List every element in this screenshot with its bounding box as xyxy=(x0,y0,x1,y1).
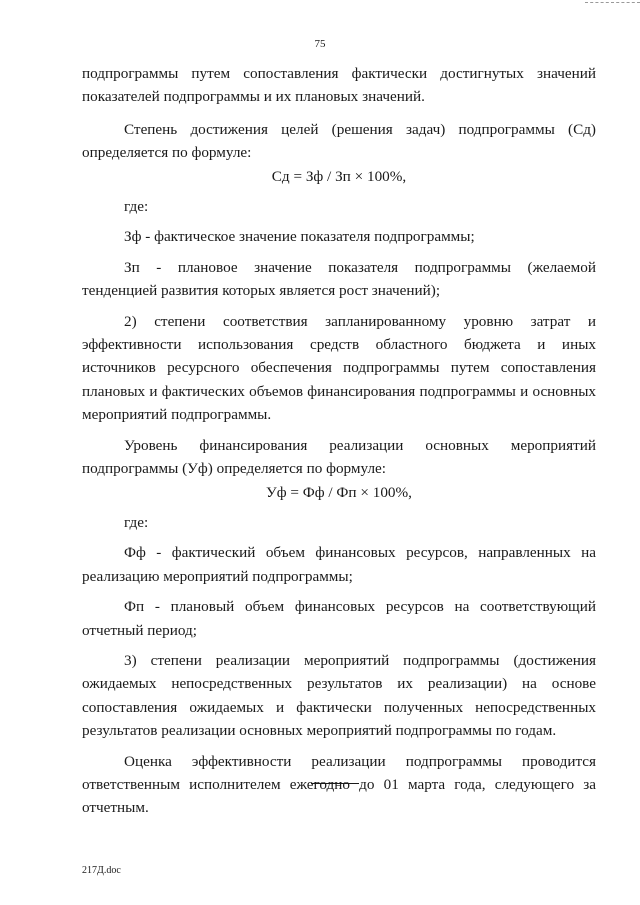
definition-zf: Зф - фактическое значение показателя подпрограммы; xyxy=(124,228,475,246)
paragraph-item-2: 2) степени соответствия запланированному уровню затрат и эффективности использования средств областного бюджета и иных источников ресурсного обеспечения подпрограммы путем сопоставления плановых и фактических объемов финансирования подпрограммы и основных мероприятий подпрограммы. xyxy=(82,312,596,424)
definition-zp: Зп - плановое значение показателя подпрограммы (желаемой тенденцией развития которых является рост значений); xyxy=(82,258,596,300)
end-rule xyxy=(311,783,359,784)
scan-edge-mark xyxy=(585,2,640,3)
definition-ff: Фф - фактический объем финансовых ресурсов, направленных на реализацию мероприятий подпрограммы; xyxy=(82,544,596,585)
page-number: 75 xyxy=(314,38,326,50)
paragraph-evaluation: Оценка эффективности реализации подпрограммы проводится ответственным исполнителем ежегодно до 01 марта года, следующего за отчетным. xyxy=(82,752,596,817)
formula-sd: Сд = Зф / Зп × 100%, xyxy=(271,167,407,185)
formula-uf: Уф = Фф / Фп × 100%, xyxy=(266,483,412,501)
where-label-2: где: xyxy=(124,513,149,531)
where-label-1: где: xyxy=(124,198,149,216)
definition-fp: Фп - плановый объем финансовых ресурсов на соответствующий отчетный период; xyxy=(82,598,596,639)
paragraph-goal-degree: Степень достижения целей (решения задач) подпрограммы (Сд) определяется по формуле: xyxy=(82,120,596,162)
paragraph-item-3: 3) степени реализации мероприятий подпрограммы (достижения ожидаемых непосредственных результатов их реализации) на основе сопоставления ожидаемых и фактически полученных непосредственных результатов реализации основных мероприятий подпрограммы по годам. xyxy=(82,651,596,740)
paragraph-funding-level: Уровень финансирования реализации основных мероприятий подпрограммы (Уф) определяется по формуле: xyxy=(82,436,596,478)
document-body xyxy=(82,62,596,820)
paragraph-continuation: подпрограммы путем сопоставления фактически достигнутых значений показателей подпрограммы и их плановых значений. xyxy=(82,65,596,106)
footer-filename: 217Д.doc xyxy=(82,865,121,876)
